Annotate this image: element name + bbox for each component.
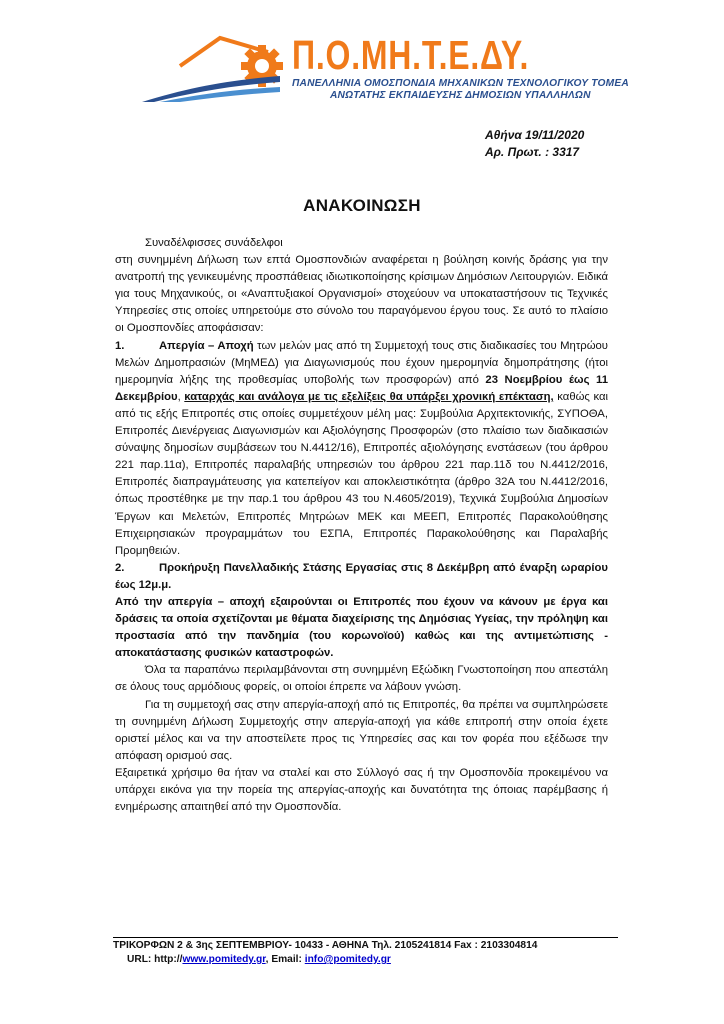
gear-road-logo-icon xyxy=(140,32,300,104)
footer-contact xyxy=(113,953,537,967)
footer-divider xyxy=(113,937,618,938)
item-1-extension: καταρχάς και ανάλογα με τις εξελίξεις θα υπάρξει χρονική επέκταση, xyxy=(184,390,554,403)
item-1-dates: 23 Νοεμβρίου έως 11 Δεκεμβρίου xyxy=(115,373,608,403)
document-meta xyxy=(485,127,584,161)
item-1-number: 1. xyxy=(115,339,125,352)
item-1-heading: Απεργία – Αποχή xyxy=(159,339,254,352)
website-link[interactable]: www.pomitedy.gr xyxy=(182,954,266,965)
organization-subtitle-line-2: ΑΝΩΤΑΤΗΣ ΕΚΠΑΙΔΕΥΣΗΣ ΔΗΜΟΣΙΩΝ ΥΠΑΛΛΗΛΩΝ xyxy=(330,90,591,101)
date-line: Αθήνα 19/11/2020 xyxy=(485,128,585,142)
organization-acronym: Π.Ο.ΜΗ.Τ.Ε.ΔΥ. xyxy=(292,32,530,78)
footer xyxy=(113,939,537,967)
page-title: ΑΝΑΚΟΙΝΩΣΗ xyxy=(303,196,421,215)
item-1-text-a: των μελών μας από τη Συμμετοχή τους στις διαδικασίες του Μητρώου Μελών Δημοπρασιών (ΜηΜΕΔ) για Διαγωνισμούς που έχουν ημερομηνία δημοπράτησης (ήτοι ημερομηνία λήξης της προθεσμίας υποβολής των προσφορών) από xyxy=(115,339,608,386)
email-link[interactable]: info@pomitedy.gr xyxy=(304,954,391,965)
notice-paragraph: Όλα τα παραπάνω περιλαμβάνονται στη συνημμένη Εξώδικη Γνωστοποίηση που απεστάλη σε όλους τους αρμόδιους φορείς, οι οποίοι έπρεπε να λάβουν γνώση. xyxy=(115,664,608,694)
protocol-number: Αρ. Πρωτ. : 3317 xyxy=(485,145,580,159)
decision-item-2 xyxy=(115,560,608,594)
item-1-text-b: καθώς και από τις εξής Επιτροπές στις οποίες συμμετέχουν μέλη μας: Συμβούλια Αρχιτεκτονικής, ΣΥΠΟΘΑ, Επιτροπές Διενέργειας Διαγωνισμών και Αξιολόγησης Προσφορών (στο πλαίσιο των διαδικασιών σύναψης δημοσίων συμβάσεων του Ν.4412/16), Επιτροπές αξιολόγησης ενστάσεων (του άρθρου 221 παρ.11α), Επιτροπές παραλαβής υπηρεσιών του άρθρου 221 παρ.11δ του Ν.4412/2016, Επιτροπές διαπραγμάτευσης για κατεπείγον και αποκλειστικότητα (άρθρο 32Α του Ν.4412/2016, όπως προστέθηκε με την παρ.1 του άρθρου 43 του Ν.4605/2019), Τεχνικά Συμβούλια Δημοσίων Έργων και Μελετών, Επιτροπές Μητρώων ΜΕΚ και ΜΕΕΠ, Επιτροπές Παρακολούθησης Επιχειρησιακών προγραμμάτων του ΕΣΠΑ, Επιτροπές Παρακολούθησης και Παραλαβής Προμηθειών. xyxy=(115,390,609,557)
email-label: , Email: xyxy=(265,954,305,965)
document-body xyxy=(115,235,608,816)
intro-paragraph: στη συνημμένη Δήλωση των επτά Ομοσπονδιών αναφέρεται η βούληση κοινής δράσης για την ανατροπή της γενικευμένης προσπάθειας ιδιωτικοποίησης κρίσιμων Δημόσιων Λειτουργιών. Ειδικά για τους Μηχανικούς, οι «Αναπτυξιακοί Οργανισμοί» στοχεύουν να υποκαταστήσουν τις Τεχνικές Υπηρεσίες στις οποίες υπηρετούμε στο σύνολο του παραγόμενου έργου τους. Σε αυτό το πλαίσιο οι Ομοσπονδίες αποφάσισαν: xyxy=(115,254,608,335)
participation-paragraph: Για τη συμμετοχή σας στην απεργία-αποχή από τις Επιτροπές, θα πρέπει να συμπληρώσετε τη συνημμένη Δήλωση Συμμετοχής στην απεργία-αποχή για κάθε επιτροπή στην οποία έχετε οριστεί μέλος και να την αποστείλετε προς τις Υπηρεσίες σας και τον φορέα που εξέδωσε την απόφαση ορισμού σας. xyxy=(115,698,608,762)
item-2-text: Προκήρυξη Πανελλαδικής Στάσης Εργασίας στις 8 Δεκέμβρη από έναρξη ωραρίου έως 12μ.μ. xyxy=(115,561,608,591)
organization-subtitle-line-1: ΠΑΝΕΛΛΗΝΙΑ ΟΜΟΣΠΟΝΔΙΑ ΜΗΧΑΝΙΚΩΝ ΤΕΧΝΟΛΟΓΙΚΟΥ ΤΟΜΕΑ xyxy=(292,78,629,89)
url-label: URL: http:// xyxy=(127,954,183,965)
closing-paragraph: Εξαιρετικά χρήσιμο θα ήταν να σταλεί και στο Σύλλογό σας ή την Ομοσπονδία προκειμένου να υπάρχει εικόνα για την πορεία της απεργίας-αποχής και δυνατότητα της όποιας παρέμβασης ή ενημέρωσης απαιτηθεί από την Ομοσπονδία. xyxy=(115,766,608,814)
organization-logo xyxy=(140,32,629,104)
footer-address: ΤΡΙΚΟΡΦΩΝ 2 & 3ης ΣΕΠΤΕΜΒΡΙΟΥ- 10433 - ΑΘΗΝΑ Τηλ. 2105241814 Fax : 2103304814 xyxy=(113,940,538,951)
item-2-number: 2. xyxy=(115,561,125,574)
item-1-separator: , xyxy=(177,390,185,403)
decision-item-1 xyxy=(115,338,608,560)
greeting: Συναδέλφισσες συνάδελφοι xyxy=(145,237,283,249)
exemption-paragraph: Από την απεργία – αποχή εξαιρούνται οι Επιτροπές που έχουν να κάνουν με έργα και δράσεις τα οποία σχετίζονται με θέματα διαχείρισης της Δημόσιας Υγείας, την πρόληψη και προστασία από την πανδημία (του κορωνοϊού) καθώς και της αντιμετώπισης - αποκατάστασης φυσικών καταστροφών. xyxy=(115,595,608,660)
